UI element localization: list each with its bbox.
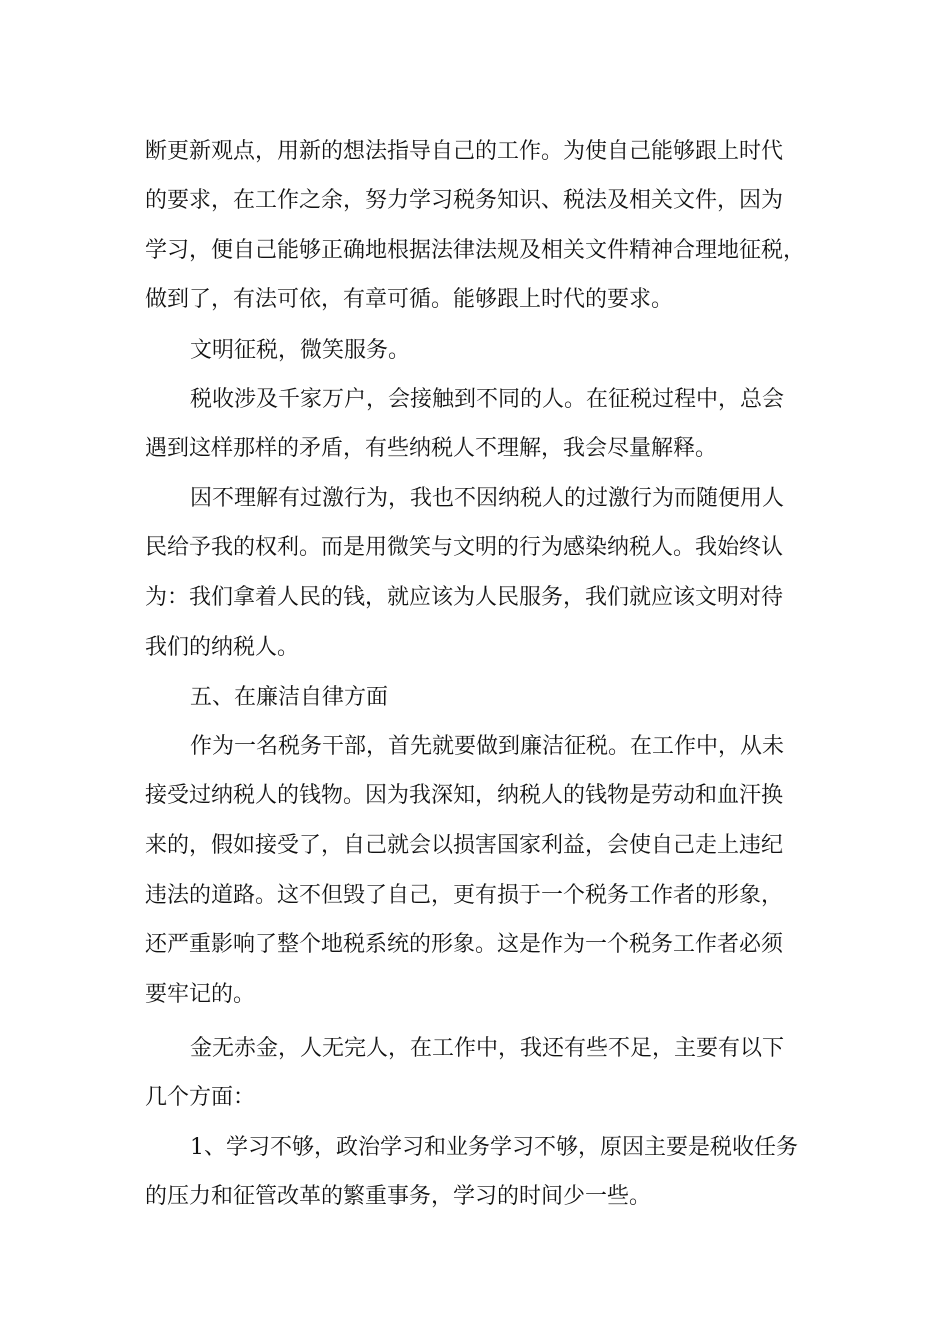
- paragraph-1-line-2: 的要求，在工作之余，努力学习税务知识、税法及相关文件，因为: [145, 188, 784, 213]
- paragraph-8-line-2: 的压力和征管改革的繁重事务，学习的时间少一些。: [145, 1184, 652, 1209]
- paragraph-4-line-3: 为：我们拿着人民的钱，就应该为人民服务，我们就应该文明对待: [145, 585, 784, 610]
- paragraph-4-line-4: 我们的纳税人。: [145, 635, 300, 660]
- paragraph-3-line-1: 税收涉及千家万户，会接触到不同的人。在征税过程中，总会: [190, 387, 785, 412]
- paragraph-6-line-3: 来的，假如接受了，自己就会以损害国家利益，会使自己走上违纪: [145, 833, 784, 858]
- paragraph-2-line-1: 文明征税，微笑服务。: [190, 338, 411, 363]
- paragraph-1-line-1: 断更新观点，用新的想法指导自己的工作。为使自己能够跟上时代: [145, 139, 784, 164]
- paragraph-1-line-4: 做到了，有法可依，有章可循。能够跟上时代的要求。: [145, 287, 674, 312]
- paragraph-6-line-6: 要牢记的。: [145, 982, 256, 1007]
- paragraph-8-line-1: 1、学习不够，政治学习和业务学习不够，原因主要是税收任务: [190, 1135, 798, 1160]
- paragraph-6-line-5: 还严重影响了整个地税系统的形象。这是作为一个税务工作者必须: [145, 932, 784, 957]
- paragraph-4-line-1: 因不理解有过激行为，我也不因纳税人的过激行为而随便用人: [190, 486, 785, 511]
- paragraph-6-line-4: 违法的道路。这不但毁了自己，更有损于一个税务工作者的形象，: [145, 883, 784, 908]
- paragraph-6-line-2: 接受过纳税人的钱物。因为我深知，纳税人的钱物是劳动和血汗换: [145, 783, 784, 808]
- paragraph-7-line-1: 金无赤金，人无完人，在工作中，我还有些不足，主要有以下: [190, 1036, 785, 1061]
- paragraph-6-line-1: 作为一名税务干部，首先就要做到廉洁征税。在工作中，从未: [190, 734, 785, 759]
- paragraph-1-line-3: 学习，便自己能够正确地根据法律法规及相关文件精神合理地征税，: [145, 238, 806, 263]
- paragraph-7-line-2: 几个方面：: [145, 1085, 256, 1110]
- paragraph-4-line-2: 民给予我的权利。而是用微笑与文明的行为感染纳税人。我始终认: [145, 535, 784, 560]
- section-heading: 五、在廉洁自律方面: [190, 685, 389, 710]
- paragraph-3-line-2: 遇到这样那样的矛盾，有些纳税人不理解，我会尽量解释。: [145, 436, 718, 461]
